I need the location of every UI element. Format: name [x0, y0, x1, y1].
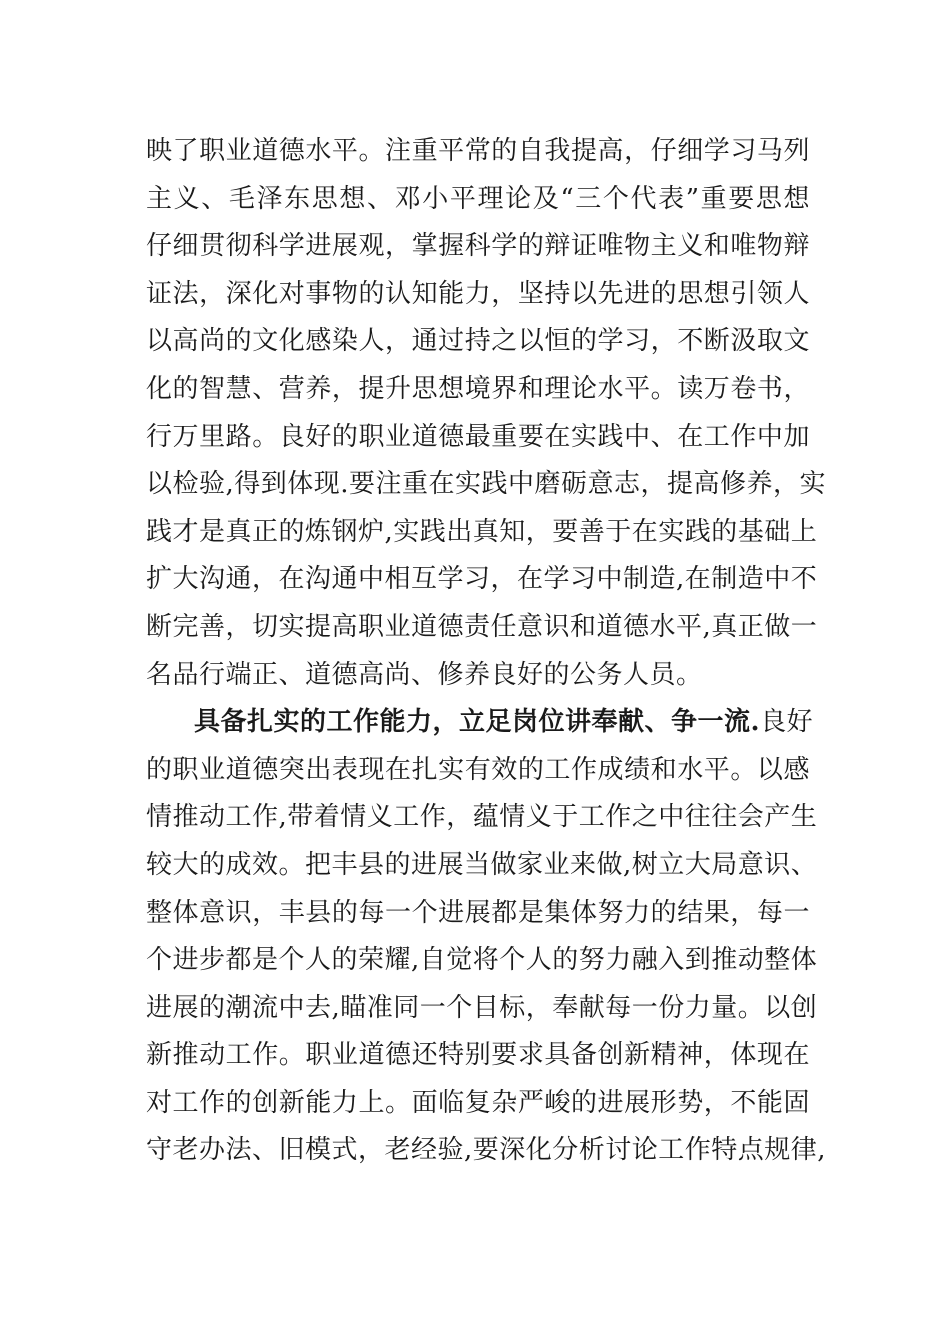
text-line: 以检验,得到体现.要注重在实践中磨砺意志，提高修养，实 [146, 469, 827, 500]
text-line: 新推动工作。职业道德还特别要求具备创新精神，体现在 [146, 1040, 810, 1071]
text-line: 证法，深化对事物的认知能力，坚持以先进的思想引领人 [146, 278, 810, 309]
text-span: 良好 [760, 707, 814, 738]
text-line: 整体意识，丰县的每一个进展都是集体努力的结果，每一 [146, 897, 810, 928]
text-line: 的职业道德突出表现在扎实有效的工作成绩和水平。以感 [146, 754, 810, 785]
paragraph-first-line [146, 699, 814, 747]
text-line: 情推动工作,带着情义工作，蕴情义于工作之中往往会产生 [146, 802, 818, 833]
paragraph-1 [146, 128, 827, 699]
text-line: 践才是真正的炼钢炉,实践出真知，要善于在实践的基础上 [146, 516, 818, 547]
text-line: 仔细贯彻科学进展观，掌握科学的辩证唯物主义和唯物辩 [146, 231, 810, 262]
text-line: 化的智慧、营养，提升思想境界和理论水平。读万卷书， [146, 373, 810, 404]
text-line: 断完善，切实提高职业道德责任意识和道德水平,真正做一 [146, 611, 818, 642]
text-line: 主义、毛泽东思想、邓小平理论及“三个代表”重要思想 [146, 183, 810, 214]
text-line: 对工作的创新能力上。面临复杂严峻的进展形势，不能固 [146, 1087, 810, 1118]
text-line: 进展的潮流中去,瞄准同一个目标，奉献每一份力量。以创 [146, 992, 818, 1023]
text-line: 行万里路。良好的职业道德最重要在实践中、在工作中加 [146, 421, 810, 452]
text-line: 名品行端正、道德高尚、修养良好的公务人员。 [146, 659, 703, 690]
paragraph-2 [146, 699, 827, 1175]
text-line: 守老办法、旧模式，老经验,要深化分析讨论工作特点规律, [146, 1135, 827, 1166]
text-line: 以高尚的文化感染人，通过持之以恒的学习，不断汲取文 [146, 326, 810, 357]
document-body [146, 128, 827, 1175]
text-line: 扩大沟通，在沟通中相互学习，在学习中制造,在制造中不 [146, 564, 818, 595]
paragraph-lead-heading: 具备扎实的工作能力，立足岗位讲奉献、争一流. [194, 707, 761, 738]
text-line: 较大的成效。把丰县的进展当做家业来做,树立大局意识、 [146, 849, 818, 880]
text-line: 个进步都是个人的荣耀,自觉将个人的努力融入到推动整体 [146, 945, 818, 976]
text-line: 映了职业道德水平。注重平常的自我提高，仔细学习马列 [146, 136, 810, 166]
